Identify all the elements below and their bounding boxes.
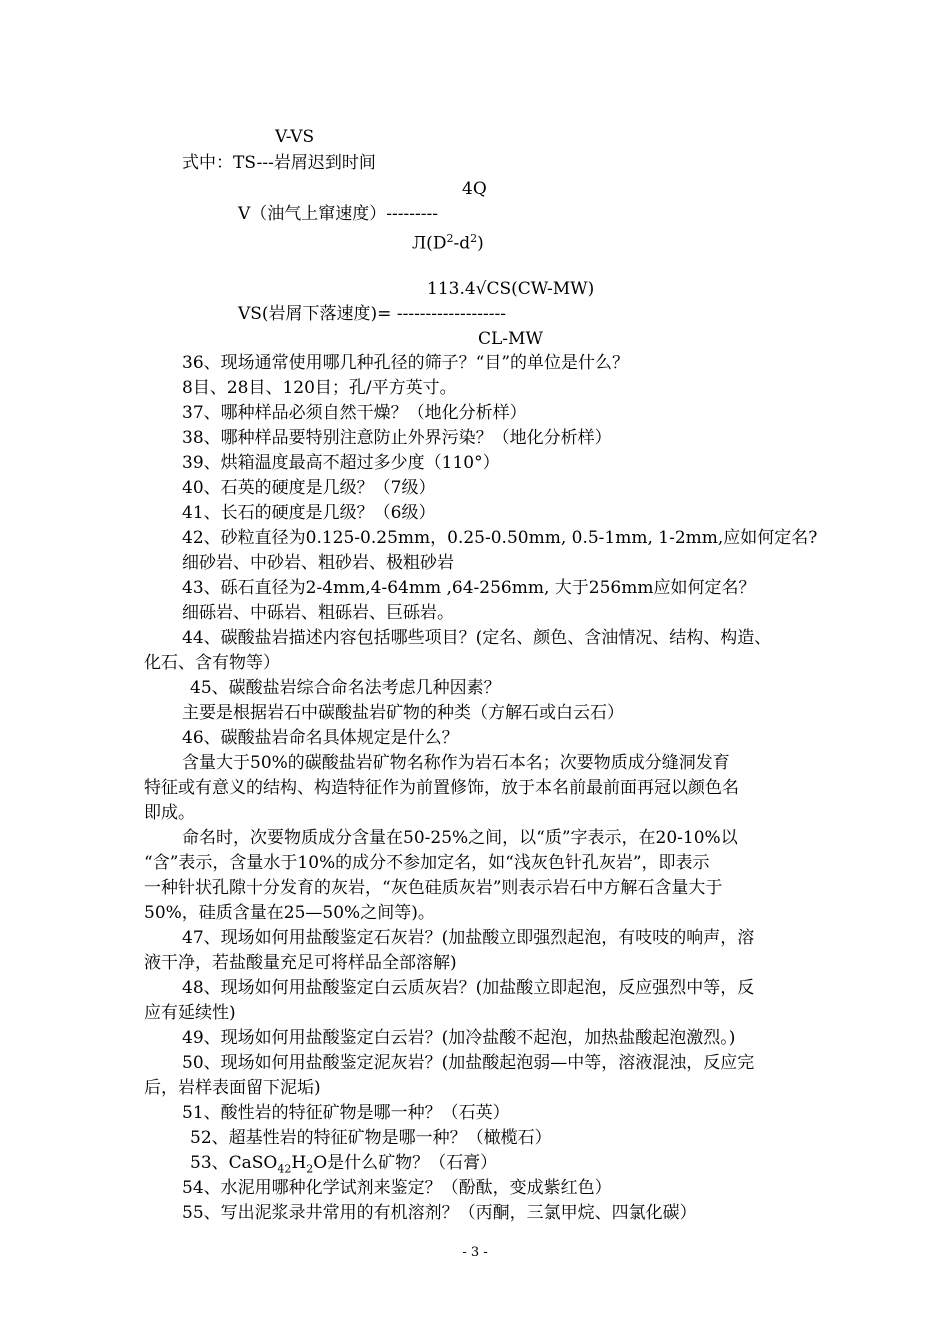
text-line: 49、现场如何用盐酸鉴定白云岩？(加冷盐酸不起泡，加热盐酸起泡激烈。) (182, 1028, 736, 1048)
text-line: 40、石英的硬度是几级？（7级） (182, 478, 436, 498)
text-line: 一种针状孔隙十分发育的灰岩，“灰色硅质灰岩”则表示岩石中方解石含量大于 (144, 878, 723, 898)
text-line: 38、哪种样品要特别注意防止外界污染？（地化分析样） (182, 428, 612, 448)
page-number: - 3 - (462, 1245, 488, 1260)
text-line: 54、水泥用哪种化学试剂来鉴定？（酚酞，变成紫红色） (182, 1178, 612, 1198)
text-line: 39、烘箱温度最高不超过多少度（110°） (182, 453, 500, 473)
text-line: 36、现场通常使用哪几种孔径的筛子？“目”的单位是什么？ (182, 353, 630, 373)
text-line: 44、碳酸盐岩描述内容包括哪些项目？(定名、颜色、含油情况、结构、构造、 (182, 628, 772, 648)
text-line: “含”表示，含量水于10%的成分不参加定名，如“浅灰色针孔灰岩”，即表示 (144, 853, 710, 873)
text-line: 51、酸性岩的特征矿物是哪一种？（石英） (182, 1103, 510, 1123)
text-line: 37、哪种样品必须自然干燥？（地化分析样） (182, 403, 527, 423)
text-line: 55、写出泥浆录井常用的有机溶剂？（丙酮，三氯甲烷、四氯化碳） (182, 1203, 697, 1223)
text-line: 即成。 (144, 803, 195, 823)
v-formula-numerator: 4Q (462, 179, 487, 199)
text-line: 45、碳酸盐岩综合命名法考虑几种因素？ (190, 678, 501, 698)
text-line: 含量大于50%的碳酸盐岩矿物名称作为岩石本名；次要物质成分缝洞发育 (182, 753, 730, 773)
text-line: 47、现场如何用盐酸鉴定石灰岩？(加盐酸立即强烈起泡，有吱吱的响声，溶 (182, 928, 755, 948)
text-line: 细砾岩、中砾岩、粗砾岩、巨砾岩。 (182, 603, 454, 623)
text-line: 52、超基性岩的特征矿物是哪一种？（橄榄石） (190, 1128, 552, 1148)
text-line: 42、砂粒直径为0.125-0.25mm，0.25-0.50mm, 0.5-1mm, 1-2mm,应如何定名? (182, 528, 818, 548)
text-line: 细砂岩、中砂岩、粗砂岩、极粗砂岩 (182, 553, 454, 573)
text-line: 50%，硅质含量在25—50%之间等)。 (144, 903, 435, 923)
text-line: 48、现场如何用盐酸鉴定白云质灰岩？(加盐酸立即起泡，反应强烈中等，反 (182, 978, 755, 998)
text-line-q53: 53、$CaSO_{42}H_2O$是什么矿物？（石膏） (190, 1153, 498, 1176)
vs-formula-denominator: CL-MW (478, 329, 543, 349)
text-line: 41、长石的硬度是几级？（6级） (182, 503, 436, 523)
text-line: 43、砾石直径为2-4mm,4-64mm ,64-256mm, 大于256mm应如何定名？ (182, 578, 756, 598)
text-line: 后，岩样表面留下泥垢) (144, 1078, 321, 1098)
ts-formula-denominator: V-VS (275, 127, 315, 147)
vs-formula-numerator: 113.4√CS(CW-MW) (427, 279, 595, 299)
v-formula-label: V（油气上窜速度）--------- (238, 204, 438, 224)
v-formula-denominator: $Л(D^2-d^2)$ (412, 232, 484, 254)
text-line: 命名时，次要物质成分含量在50-25%之间，以“质”字表示，在20-10%以 (182, 828, 738, 848)
text-line: 化石、含有物等） (144, 653, 280, 673)
text-line: 46、碳酸盐岩命名具体规定是什么？ (182, 728, 459, 748)
text-line: 特征或有意义的结构、构造特征作为前置修饰，放于本名前最前面再冠以颜色名 (144, 778, 739, 798)
ts-definition: 式中：TS---岩屑迟到时间 (182, 153, 376, 173)
vs-formula-label: VS(岩屑下落速度)= ------------------- (238, 304, 506, 324)
text-line: 液干净，若盐酸量充足可将样品全部溶解) (144, 953, 457, 973)
text-line: 8目、28目、120目；孔/平方英寸。 (182, 378, 457, 398)
text-line: 应有延续性) (144, 1003, 236, 1023)
text-line: 主要是根据岩石中碳酸盐岩矿物的种类（方解石或白云石） (182, 703, 624, 723)
text-line: 50、现场如何用盐酸鉴定泥灰岩？(加盐酸起泡弱—中等，溶液混浊，反应完 (182, 1053, 755, 1073)
